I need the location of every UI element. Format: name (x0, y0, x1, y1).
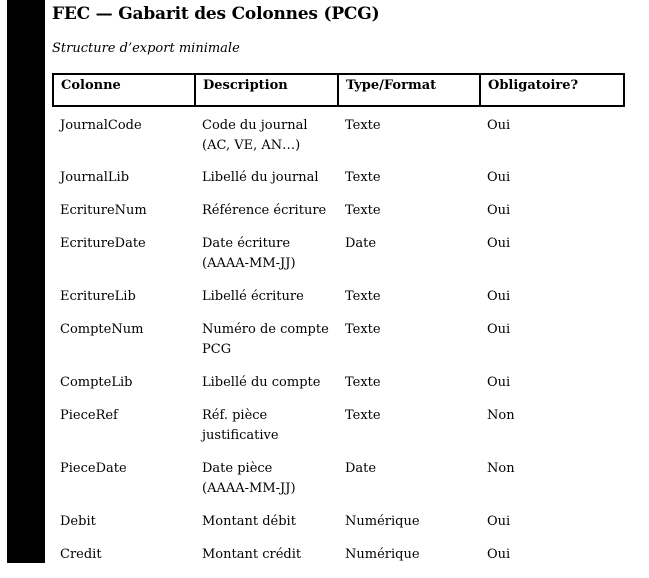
page-subtitle: Structure d’export minimale (52, 41, 240, 56)
description-line: Libellé du compte (202, 375, 321, 390)
cell-colonne: PieceDate (60, 461, 127, 476)
description-line: (AC, VE, AN…) (202, 138, 301, 153)
table-row (53, 201, 624, 234)
cell-colonne: JournalLib (60, 170, 130, 185)
cell-obligatoire: Oui (487, 236, 511, 251)
cell-colonne: CompteLib (60, 375, 133, 390)
table-header-row (53, 74, 624, 106)
cell-obligatoire: Oui (487, 170, 511, 185)
description-line: Date écriture (202, 236, 291, 251)
table-row (53, 459, 624, 512)
fec-columns-table (52, 73, 625, 578)
cell-description (195, 320, 338, 373)
cell-colonne: Debit (60, 514, 96, 529)
cell-type: Texte (345, 170, 381, 185)
description-line: Montant crédit (202, 547, 302, 562)
cell-colonne: JournalCode (60, 118, 142, 133)
cell-description (195, 287, 338, 320)
cell-description (195, 459, 338, 512)
description-line: Numéro de compte (202, 322, 329, 337)
left-margin-bar (7, 0, 45, 563)
cell-obligatoire: Non (487, 461, 515, 476)
description-line: Date pièce (202, 461, 273, 476)
description-line: Montant débit (202, 514, 296, 529)
cell-type: Texte (345, 289, 381, 304)
description-line: Libellé du journal (202, 170, 319, 185)
cell-type: Texte (345, 408, 381, 423)
cell-type: Texte (345, 118, 381, 133)
page-title: FEC — Gabarit des Colonnes (PCG) (52, 4, 380, 24)
cell-description (195, 168, 338, 201)
cell-type: Date (345, 236, 377, 251)
table-row (53, 320, 624, 373)
header-type-format: Type/Format (338, 74, 480, 106)
table-row (53, 512, 624, 545)
cell-colonne: EcritureLib (60, 289, 136, 304)
table-row (53, 168, 624, 201)
header-description: Description (195, 74, 338, 106)
cell-obligatoire: Oui (487, 514, 511, 529)
cell-type: Numérique (345, 514, 420, 529)
cell-colonne: EcritureNum (60, 203, 147, 218)
cell-obligatoire: Oui (487, 322, 511, 337)
description-line: Réf. pièce (202, 408, 268, 423)
cell-obligatoire: Oui (487, 547, 511, 562)
cell-type: Texte (345, 203, 381, 218)
description-line: justificative (202, 428, 279, 443)
description-line: Référence écriture (202, 203, 327, 218)
cell-type: Date (345, 461, 377, 476)
cell-colonne: CompteNum (60, 322, 144, 337)
cell-obligatoire: Oui (487, 375, 511, 390)
table-row (53, 373, 624, 406)
cell-obligatoire: Oui (487, 289, 511, 304)
description-line: (AAAA-MM-JJ) (202, 481, 296, 496)
cell-type: Texte (345, 322, 381, 337)
cell-obligatoire: Oui (487, 118, 511, 133)
header-obligatoire: Obligatoire? (480, 74, 624, 106)
description-line: Libellé écriture (202, 289, 304, 304)
cell-type: Texte (345, 375, 381, 390)
cell-description (195, 234, 338, 287)
cell-obligatoire: Oui (487, 203, 511, 218)
cell-colonne: Credit (60, 547, 102, 562)
cell-colonne: PieceRef (60, 408, 118, 423)
table-row (53, 106, 624, 168)
cell-description (195, 406, 338, 459)
cell-colonne: EcritureDate (60, 236, 146, 251)
table-row (53, 406, 624, 459)
cell-description (195, 201, 338, 234)
cell-description (195, 545, 338, 578)
table-row (53, 287, 624, 320)
description-line: (AAAA-MM-JJ) (202, 256, 296, 271)
table-row (53, 545, 624, 578)
header-colonne: Colonne (53, 74, 195, 106)
description-line: Code du journal (202, 118, 308, 133)
cell-description (195, 106, 338, 168)
cell-obligatoire: Non (487, 408, 515, 423)
table-row (53, 234, 624, 287)
cell-type: Numérique (345, 547, 420, 562)
cell-description (195, 373, 338, 406)
cell-description (195, 512, 338, 545)
description-line: PCG (202, 342, 232, 357)
